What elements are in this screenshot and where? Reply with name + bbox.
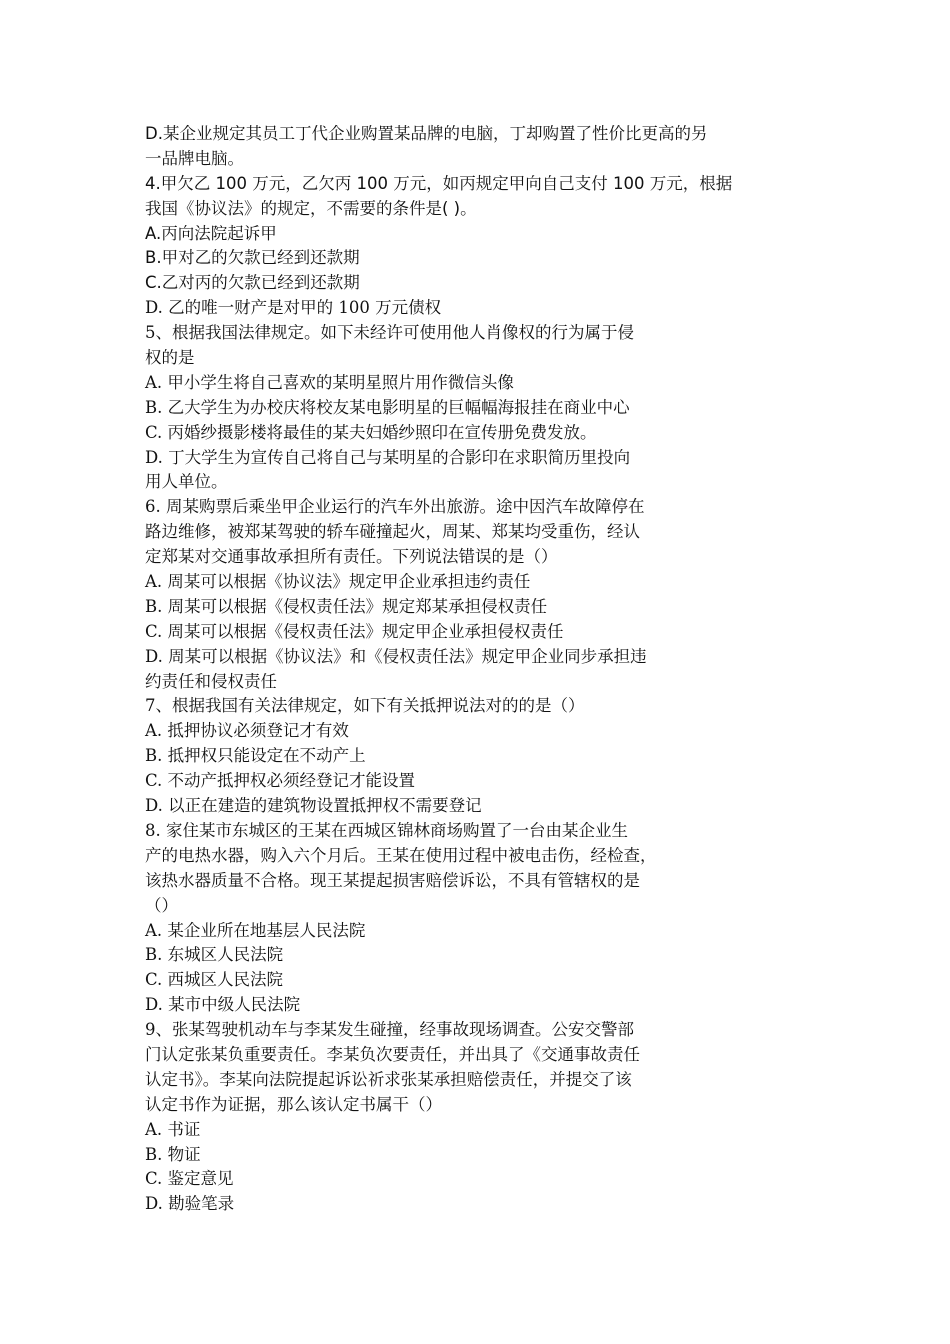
text-line: 该热水器质量不合格。现王某提起损害赔偿诉讼，不具有管辖权的是 (145, 870, 640, 890)
text-line: D.某企业规定其员工丁代企业购置某品牌的电脑，丁却购置了性价比更高的另 (145, 124, 708, 143)
text-line: 8. 家住某市东城区的王某在西城区锦林商场购置了一台由某企业生 (145, 820, 628, 840)
text-line: 权的是 (145, 348, 195, 368)
text-line: 认定书作为证据，那么该认定书属干（） (145, 1094, 442, 1114)
text-line: A. 书证 (145, 1119, 201, 1139)
text-line: 一品牌电脑。 (145, 148, 244, 168)
text-line: 路边维修，被郑某驾驶的轿车碰撞起火，周某、郑某均受重伤，经认 (145, 522, 640, 542)
text-line: D. 乙的唯一财产是对甲的 100 万元债权 (145, 298, 442, 318)
text-line: C.乙对丙的欠款已经到还款期 (145, 273, 360, 293)
text-line: 9、张某驾驶机动车与李某发生碰撞，经事故现场调查。公安交警部 (145, 1020, 634, 1040)
text-line: （） (145, 895, 178, 915)
text-line: C. 周某可以根据《侵权责任法》规定甲企业承担侵权责任 (145, 621, 564, 641)
text-line: D. 丁大学生为宣传自己将自己与某明星的合影印在求职简历里投向 (145, 447, 631, 467)
text-line: 门认定张某负重要责任。李某负次要责任，并出具了《交通事故责任 (145, 1044, 640, 1064)
text-line: 用人单位。 (145, 472, 228, 492)
text-line: C. 鉴定意见 (145, 1169, 234, 1189)
text-line: 认定书》。李某向法院提起诉讼祈求张某承担赔偿责任，并提交了该 (145, 1069, 632, 1089)
text-line: 产的电热水器，购入六个月后。王某在使用过程中被电击伤，经检查， (145, 845, 657, 865)
text-line: C. 丙婚纱摄影楼将最佳的某夫妇婚纱照印在宣传册免费发放。 (145, 422, 597, 442)
text-line: D. 某市中级人民法院 (145, 995, 301, 1015)
text-line: A. 周某可以根据《协议法》规定甲企业承担违约责任 (145, 572, 531, 592)
text-line: B. 抵押权只能设定在不动产上 (145, 746, 366, 766)
text-line: D. 勘验笔录 (145, 1194, 235, 1214)
text-line: 7、根据我国有关法律规定，如下有关抵押说法对的的是（） (145, 696, 585, 716)
text-line: B. 物证 (145, 1144, 201, 1164)
text-line: 5、根据我国法律规定。如下未经许可使用他人肖像权的行为属于侵 (145, 323, 634, 343)
text-line: A. 抵押协议必须登记才有效 (145, 721, 349, 741)
text-line: 4.甲欠乙 100 万元，乙欠丙 100 万元，如丙规定甲向自己支付 100 万元，根据 (145, 173, 733, 193)
text-line: D. 以正在建造的建筑物设置抵押权不需要登记 (145, 796, 482, 816)
text-line: B. 周某可以根据《侵权责任法》规定郑某承担侵权责任 (145, 596, 548, 616)
text-line: B.甲对乙的欠款已经到还款期 (145, 248, 360, 268)
text-line: A. 某企业所在地基层人民法院 (145, 920, 366, 940)
text-line: 定郑某对交通事故承担所有责任。下列说法错误的是（） (145, 547, 558, 567)
text-line: B. 东城区人民法院 (145, 945, 284, 965)
text-line: A.丙向法院起诉甲 (145, 223, 277, 243)
text-line: 6. 周某购票后乘坐甲企业运行的汽车外出旅游。途中因汽车故障停在 (145, 497, 645, 517)
text-line: B. 乙大学生为办校庆将校友某电影明星的巨幅幅海报挂在商业中心 (145, 397, 630, 417)
text-line: C. 不动产抵押权必须经登记才能设置 (145, 771, 416, 791)
text-line: 约责任和侵权责任 (145, 671, 277, 691)
document-body (145, 122, 805, 1217)
text-line: A. 甲小学生将自己喜欢的某明星照片用作微信头像 (145, 372, 514, 392)
text-line: D. 周某可以根据《协议法》和《侵权责任法》规定甲企业同步承担违 (145, 646, 647, 666)
text-line: 我国《协议法》的规定，不需要的条件是( )。 (145, 198, 477, 218)
text-line: C. 西城区人民法院 (145, 970, 284, 990)
